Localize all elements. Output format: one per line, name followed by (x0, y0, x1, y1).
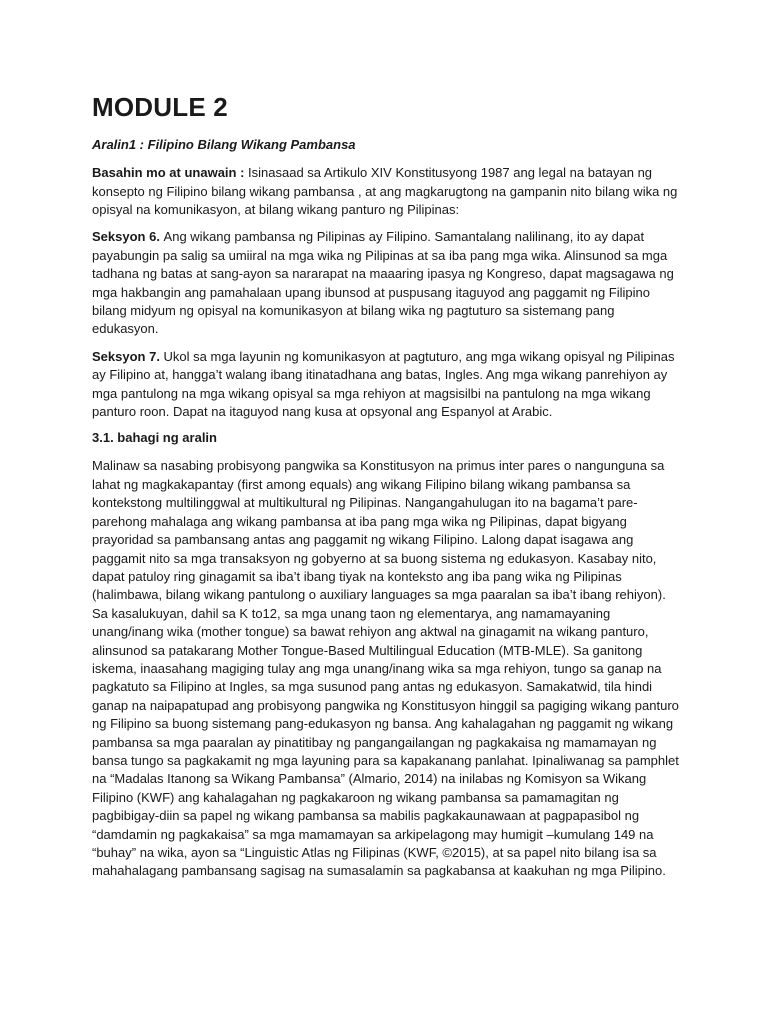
body-paragraph: Malinaw sa nasabing probisyong pangwika sa Konstitusyon na primus inter pares o nangunguna sa lahat ng magkakapantay (first among equals) ang wikang Filipino bilang wikang pambansa sa kontekstong multilinggwal at multikultural ng Pilipinas. Nangangahulugan ito na bagama’t pare-parehong mahalaga ang wikang pambansa at iba pang mga wika ng Pilipinas, dapat bigyang prayoridad sa pambansang antas ang paggamit ng wikang Filipino. Lalong dapat isagawa ang paggamit nito sa mga transaksyon ng gobyerno at sa buong sistema ng edukasyon. Kasabay nito, dapat patuloy ring ginagamit sa iba’t ibang tiyak na konteksto ang iba pang wika ng Pilipinas (halimbawa, bilang wikang pantulong o auxiliary languages sa mga paaralan sa iba’t ibang rehiyon). Sa kasalukuyan, dahil sa K to12, sa mga unang taon ng elementarya, ang namamayaning unang/inang wika (mother tongue) sa bawat rehiyon ang aktwal na ginagamit na wikang panturo, alinsunod sa patakarang Mother Tongue-Based Multilingual Education (MTB-MLE). Sa ganitong iskema, inaasahang magiging tulay ang mga unang/inang wika sa mga rehiyon, tungo sa ganap na pagkatuto sa Filipino at Ingles, sa mga susunod pang antas ng edukasyon. Samakatwid, tila hindi ganap na naipapatupad ang probisyong pangwika ng Konstitusyon hinggil sa pagiging wikang panturo ng Filipino sa buong sistemang pang-edukasyon ng bansa. Ang kahalagahan ng paggamit ng wikang pambansa sa mga paaralan ay pinatitibay ng pangangailangan ng pagkakaisa ng mamamayan ng bansa tungo sa pagkakamit ng mga layuning para sa kapakanang panlahat. Ipinaliwanag sa pamphlet na “Madalas Itanong sa Wikang Pambansa” (Almario, 2014) na inilabas ng Komisyon sa Wikang Filipino (KWF) ang kahalagahan ng pagkakaroon ng wikang pambansa sa pamamagitan ng pagbibigay-diin sa papel ng wikang pambansa sa mabilis pagkakaunawaan at pagpapasibol ng “damdamin ng pagkakaisa” sa mga mamamayan sa arkipelagong may humigit –kumulang 149 na “buhay” na wika, ayon sa “Linguistic Atlas ng Filipinas (KWF, ©2015), at sa papel nito bilang isa sa mahahalagang pambansang sagisag na sumasalamin sa pagkabansa at kaakuhan ng mga Pilipino. (92, 458, 679, 879)
section6-paragraph (92, 228, 682, 338)
section7-paragraph (92, 348, 682, 422)
section6-text: Ang wikang pambansa ng Pilipinas ay Filipino. Samantalang nalilinang, ito ay dapat payabungin pa salig sa umiiral na mga wika ng Pilipinas at sa iba pang mga wika. Alinsunod sa mga tadhana ng batas at sang-ayon sa nararapat na maaaring ipasya ng Kongreso, dapat magsagawa ng mga hakbangin ang pamahalaan upang ibunsod at puspusang itaguyod ang paggamit ng Filipino bilang midyum ng opisyal na komunikasyon at bilang wika ng pagtuturo sa sistemang pang edukasyon. (92, 229, 674, 337)
section7-text: Ukol sa mga layunin ng komunikasyon at pagtuturo, ang mga wikang opisyal ng Pilipinas ay Filipino at, hangga’t walang ibang itinatadhana ang batas, Ingles. Ang mga wikang panrehiyon ay mga pantulong na mga wikang opisyal sa mga rehiyon at magsisilbi na pantulong na mga wikang panturo roon. Dapat na itaguyod nang kusa at opsyonal ang Espanyol at Arabic. (92, 348, 675, 420)
lesson-subtitle: Aralin1 : Filipino Bilang Wikang Pambansa (92, 137, 356, 153)
section6-lead: Seksyon 6. (92, 229, 164, 245)
module-title: MODULE 2 (92, 92, 228, 122)
section-heading: 3.1. bahagi ng aralin (92, 430, 217, 446)
intro-lead: Basahin mo at unawain : (92, 165, 249, 181)
intro-paragraph (92, 164, 682, 219)
section7-lead: Seksyon 7. (92, 348, 164, 364)
intro-text: Isinasaad sa Artikulo XIV Konstitusyong 1987 ang legal na batayan ng konsepto ng Filipino bilang wikang pambansa , at ang magkarugtong na gampanin nito bilang wika ng opisyal na komunikasyon, at bilang wikang panturo ng Pilipinas: (92, 165, 678, 217)
